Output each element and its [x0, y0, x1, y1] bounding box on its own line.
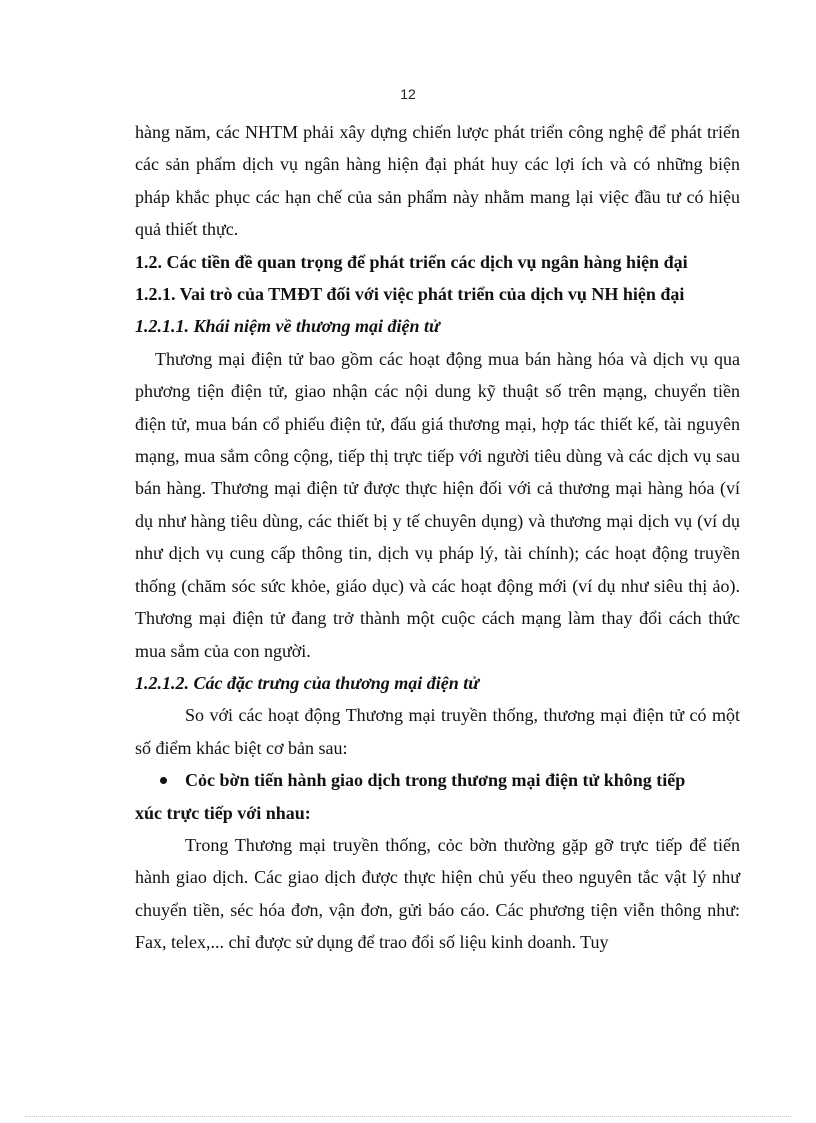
footer-divider: [25, 1116, 791, 1117]
heading-1-2: 1.2. Các tiền đề quan trọng để phát triển các dịch vụ ngân hàng hiện đại: [135, 251, 688, 272]
document-body: [135, 116, 740, 959]
heading-1-2-1: 1.2.1. Vai trò của TMĐT đối với việc phát triển của dịch vụ NH hiện đại: [135, 284, 685, 305]
comparison-intro-paragraph: So với các hoạt động Thương mại truyền thống, thương mại điện tử có một số điểm khác biệt cơ bản sau:: [135, 705, 740, 758]
traditional-trade-paragraph: Trong Thương mại truyền thống, cỏc bờn thường gặp gỡ trực tiếp để tiến hành giao dịch. Các giao dịch được thực hiện chủ yếu theo nguyên tắc vật lý như chuyển tiền, séc hóa đơn, vận đơn, gửi báo cáo. Các phương tiện viễn thông như: Fax, telex,... chỉ được sử dụng để trao đổi số liệu kinh doanh. Tuy: [135, 834, 740, 953]
bullet-text-line-2: xúc trực tiếp với nhau:: [135, 802, 311, 823]
ecommerce-definition-paragraph: Thương mại điện tử bao gồm các hoạt động mua bán hàng hóa và dịch vụ qua phương tiện điện tử, giao nhận các nội dung kỹ thuật số trên mạng, chuyển tiền điện tử, mua bán cổ phiếu điện tử, đấu giá thương mại, hợp tác thiết kế, tài nguyên mạng, mua sắm công cộng, tiếp thị trực tiếp với người tiêu dùng và các dịch vụ sau bán hàng. Thương mại điện tử được thực hiện đối với cả thương mại hàng hóa (ví dụ như hàng tiêu dùng, các thiết bị y tế chuyên dụng) và thương mại dịch vụ (ví dụ như dịch vụ cung cấp thông tin, dịch vụ pháp lý, tài chính); các hoạt động truyền thống (chăm sóc sức khỏe, giáo dục) và các hoạt động mới (ví dụ như siêu thị ảo). Thương mại điện tử đang trở thành một cuộc cách mạng làm thay đổi cách thức mua sắm của con người.: [135, 348, 740, 661]
bullet-item-no-direct-contact: [135, 764, 740, 829]
intro-paragraph: hàng năm, các NHTM phải xây dựng chiến lược phát triển công nghệ để phát triển các sản phẩm dịch vụ ngân hàng hiện đại phát huy các lợi ích và có những biện pháp khắc phục các hạn chế của sản phẩm này nhằm mang lại việc đầu tư có hiệu quả thiết thực.: [135, 122, 740, 240]
heading-1-2-1-2: 1.2.1.2. Các đặc trưng của thương mại điện tử: [135, 672, 480, 693]
bullet-dot-icon: [160, 777, 167, 784]
heading-1-2-1-1: 1.2.1.1. Khái niệm về thương mại điện tử: [135, 316, 440, 337]
bullet-text-line-1: Cỏc bờn tiến hành giao dịch trong thương mại điện tử không tiếp: [185, 770, 686, 791]
page-number: 12: [400, 86, 416, 102]
